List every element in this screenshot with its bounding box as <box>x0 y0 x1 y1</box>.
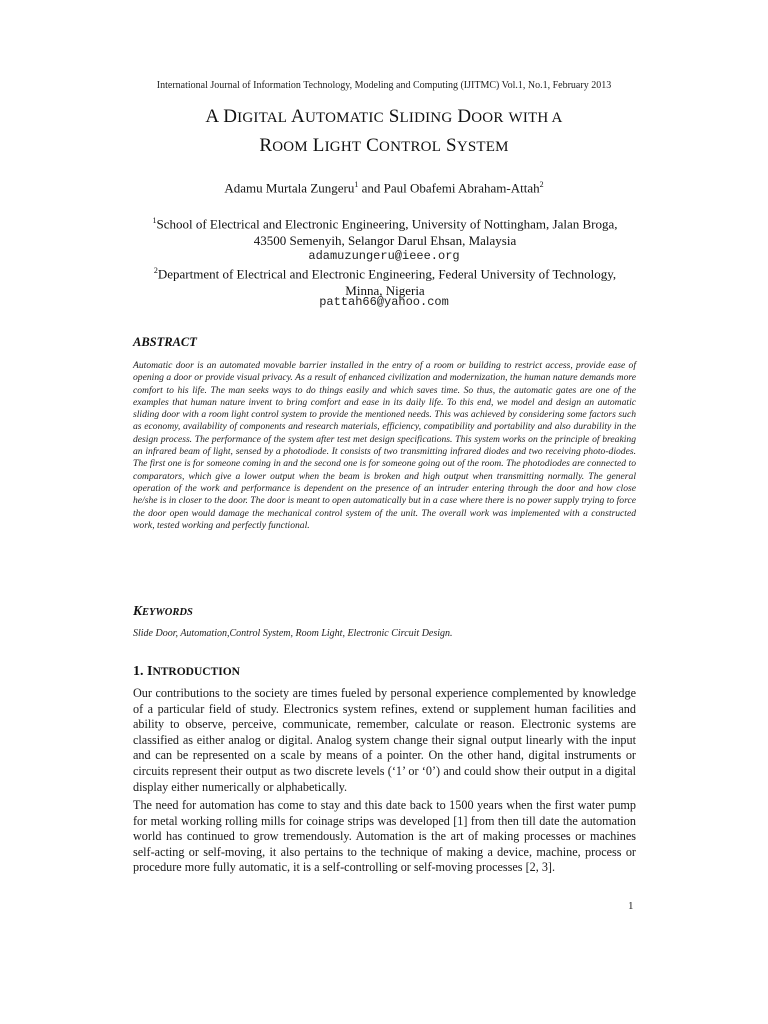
author-email[interactable]: pattah66@yahoo.com <box>319 295 449 309</box>
page-number: 1 <box>628 900 634 912</box>
keywords-heading: KEYWORDS <box>133 603 193 618</box>
author-affil-marker: 1 <box>354 180 359 189</box>
author-affil-marker: 2 <box>539 180 544 189</box>
keywords-text: Slide Door, Automation,Control System, Room Light, Electronic Circuit Design. <box>133 628 453 639</box>
abstract-text: Automatic door is an automated movable barrier installed in the entry of a room or building to restrict access, provide ease of opening a door or provide visual privacy. As a result of enhanced civilization and modernization, the human nature demands more comfort to his life. The man seeks ways to do things easily and which saves time. So thus, the automatic gates are one of the examples that human nature invent to bring comfort and ease in its daily life. To this end, we model and design an automatic sliding door with a room light control system to provide the mentioned needs. This was achieved by considering some factors such as economy, availability of components and research materials, efficiency, compatibility and portability and also durability in the design process. The performance of the system after test met design specifications. This system works on the principle of breaking an infrared beam of light, sensed by a photodiode. It consists of two transmitting infrared diodes and two receiving photo-diodes. The first one is for someone coming in and the second one is for someone going out of the room. The photodiodes are connected to comparators, which give a lower output when the beam is broken and high output when transmitting normally. The general operation of the work and performance is dependent on the presence of an intruder entering through the door and how close he/she is in closer to the door. The door is meant to open automatically but in a case where there is no power supply trying to force the door open would damage the mechanical control system of the unit. The overall work was implemented with a constructed work, tested working and perfectly functional. <box>133 360 636 531</box>
author-list: Adamu Murtala Zungeru$^1$ and Paul Obafemi Abraham-Attah$^2$ <box>224 180 544 196</box>
title-line-2: ROOM LIGHT CONTROL SYSTEM <box>259 135 509 156</box>
paragraph: The need for automation has come to stay and this date back to 1500 years when the first water pump for metal working rolling mills for coinage strips was developed [1] from then till date the automation world has continued to grow tremendously. Automation is the art of making processes or machines self-acting or self-moving, it also pertains to the technique of making a device, machine, process or procedure more fully automatic, it is a self-controlling or self-moving processes [2, 3]. <box>133 798 636 875</box>
section-heading-introduction: 1. INTRODUCTION <box>133 664 240 679</box>
title-line-1: A DIGITAL AUTOMATIC SLIDING DOOR WITH A <box>205 106 563 127</box>
paper-title <box>0 103 768 161</box>
journal-header: International Journal of Information Technology, Modeling and Computing (IJITMC) Vol.1, No.1, February 2013 <box>156 80 612 91</box>
affiliation-2: $^2$Department of Electrical and Electronic Engineering, Federal University of Technology, Minna, Nigeria <box>153 266 617 299</box>
paragraph: Our contributions to the society are times fueled by personal experience complemented by knowledge of a particular field of study. Electronics system refines, extend or supplement human facilities and ability to observe, perceive, communicate, remember, calculate or reason. Electronic systems are classified as either analog or digital. Analog system change their signal output linearly with the input and can be represented on a scale by means of a pointer. On the other hand, digital instruments or circuits represent their output as two discrete levels (‘1’ or ‘0’) and could show their output in a digital display either numerically or alphabetically. <box>133 686 636 794</box>
abstract-heading: ABSTRACT <box>133 335 197 349</box>
affiliation-1: $^1$School of Electrical and Electronic Engineering, University of Nottingham, Jalan Broga, 43500 Semenyih, Selangor Darul Ehsan, Malaysia <box>152 216 618 249</box>
author-name: Paul Obafemi Abraham-Attah <box>383 180 540 196</box>
author-name: Adamu Murtala Zungeru <box>224 180 355 196</box>
author-email[interactable]: adamuzungeru@ieee.org <box>308 249 460 263</box>
